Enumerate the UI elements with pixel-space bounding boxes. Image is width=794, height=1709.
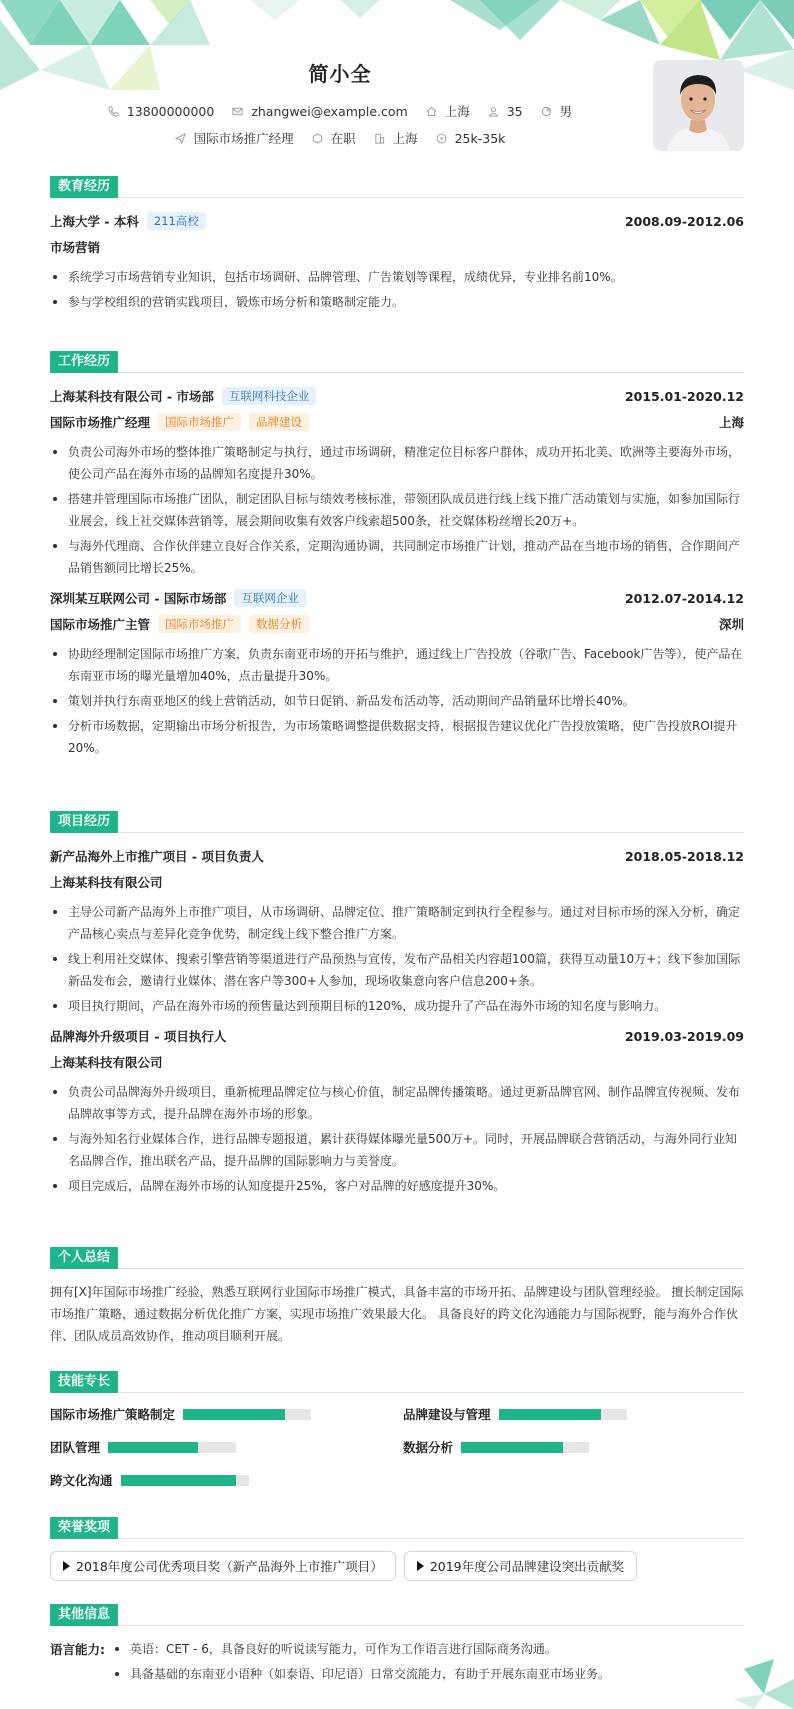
award-label: 2018年度公司优秀项目奖（新产品海外上市推广项目） <box>76 1559 383 1574</box>
projects-title: 项目经历 <box>50 811 118 833</box>
send-icon <box>175 133 186 144</box>
skill-item <box>50 1405 311 1423</box>
award-item <box>404 1551 637 1581</box>
job-company-row <box>50 585 744 611</box>
resume-header <box>0 0 794 160</box>
work-city-info <box>374 129 418 147</box>
position-info <box>175 129 294 147</box>
age: 35 <box>506 103 523 119</box>
list-item: 协助经理制定国际市场推广方案，负责东南亚市场的开拓与维护，通过线上广告投放（谷歌广告、Facebook广告等），使产品在东南亚市场的曝光量增加40%，点击量提升30%。 <box>50 643 744 687</box>
industry-tag: 互联网科技企业 <box>222 387 317 405</box>
skill-name: 数据分析 <box>403 1440 454 1455</box>
honors-header <box>50 1517 744 1539</box>
play-icon <box>417 1561 424 1571</box>
skills-title: 技能专长 <box>50 1371 118 1393</box>
status-icon <box>312 133 323 144</box>
language-label: 语言能力: <box>50 1642 105 1657</box>
list-item: 分析市场数据，定期输出市场分析报告，为市场策略调整提供数据支持，根据报告建议优化广告投放策略，使广告投放ROI提升20%。 <box>50 715 744 759</box>
education-section <box>50 176 744 316</box>
projects-header <box>50 811 744 833</box>
job-city: 上海 <box>718 415 744 430</box>
skill-name: 跨文化沟通 <box>50 1473 113 1488</box>
work-section <box>50 351 744 762</box>
project-bullets <box>50 901 744 1017</box>
city: 上海 <box>444 104 470 119</box>
list-item: 英语：CET - 6，具备良好的听说读写能力，可作为工作语言进行国际商务沟通。 <box>112 1638 744 1660</box>
list-item: 负责公司品牌海外升级项目，重新梳理品牌定位与核心价值，制定品牌传播策略。通过更新品牌官网、制作品牌宣传视频、发布品牌故事等方式，提升品牌在海外市场的形象。 <box>50 1081 744 1125</box>
status-info <box>312 129 356 147</box>
summary-header <box>50 1247 744 1269</box>
skill-tag: 国际市场推广 <box>158 615 241 633</box>
project-company-row <box>50 869 744 895</box>
job-period: 2015.01-2020.12 <box>624 388 744 404</box>
gender-icon <box>541 106 552 117</box>
skills-grid <box>50 1401 744 1497</box>
mail-icon <box>232 106 243 117</box>
education-major-row <box>50 234 744 260</box>
company-name: 上海某科技有限公司 - 市场部 <box>50 389 214 404</box>
skill-bar <box>499 1409 627 1420</box>
user-icon <box>488 106 499 117</box>
project-company: 上海某科技有限公司 <box>50 1055 163 1070</box>
project-name-row <box>50 1023 744 1049</box>
school-name: 上海大学 - 本科 <box>50 214 139 229</box>
home-icon <box>426 106 437 117</box>
other-header <box>50 1604 744 1626</box>
award-item <box>50 1551 396 1581</box>
industry-tag: 互联网企业 <box>234 589 306 607</box>
skills-section <box>50 1371 744 1497</box>
job-company-row <box>50 383 744 409</box>
education-header <box>50 176 744 198</box>
skill-item <box>403 1405 627 1423</box>
other-title: 其他信息 <box>50 1604 118 1626</box>
project-company-row <box>50 1049 744 1075</box>
age-info <box>488 104 523 119</box>
skill-bar <box>121 1475 249 1486</box>
job-status: 在职 <box>330 131 356 146</box>
skill-bar-fill <box>499 1409 601 1420</box>
work-city: 上海 <box>392 131 418 146</box>
project-name: 品牌海外升级项目 - 项目执行人 <box>50 1029 227 1044</box>
building-icon <box>374 133 385 144</box>
job-role-row <box>50 409 744 435</box>
list-item: 负责公司海外市场的整体推广策略制定与执行，通过市场调研，精准定位目标客户群体，成功开拓北美、欧洲等主要海外市场，使公司产品在海外市场的品牌知名度提升30%。 <box>50 441 744 485</box>
gender: 男 <box>559 104 573 119</box>
skill-name: 国际市场推广策略制定 <box>50 1407 176 1422</box>
phone-info <box>108 104 214 119</box>
email-info <box>232 104 407 119</box>
list-item: 主导公司新产品海外上市推广项目，从市场调研、品牌定位、推广策略制定到执行全程参与。通过对目标市场的深入分析，确定产品核心卖点与差异化竞争优势，制定线上线下整合推广方案。 <box>50 901 744 945</box>
other-info-grid <box>50 1638 744 1688</box>
skill-bar <box>183 1409 311 1420</box>
target-position: 国际市场推广经理 <box>193 131 294 146</box>
job-city: 深圳 <box>718 617 744 632</box>
job-period: 2012.07-2014.12 <box>624 590 744 606</box>
skill-name: 团队管理 <box>50 1440 101 1455</box>
skill-item <box>50 1471 249 1489</box>
skills-header <box>50 1371 744 1393</box>
play-icon <box>63 1561 70 1571</box>
skill-bar-fill <box>461 1442 563 1453</box>
list-item: 策划并执行东南亚地区的线上营销活动，如节日促销、新品发布活动等，活动期间产品销量环比增长40%。 <box>50 690 744 712</box>
phone-number: 13800000000 <box>126 103 215 119</box>
skill-bar-fill <box>183 1409 285 1420</box>
project-period: 2019.03-2019.09 <box>624 1028 744 1044</box>
list-item: 项目完成后，品牌在海外市场的认知度提升25%，客户对品牌的好感度提升30%。 <box>50 1175 744 1197</box>
work-header <box>50 351 744 373</box>
profile-photo <box>653 60 744 151</box>
skill-item <box>403 1438 589 1456</box>
job-role: 国际市场推广经理 <box>50 415 151 430</box>
skill-tag: 国际市场推广 <box>158 413 241 431</box>
education-title: 教育经历 <box>50 176 118 198</box>
skill-tag: 品牌建设 <box>249 413 309 431</box>
summary-title: 个人总结 <box>50 1247 118 1269</box>
phone-icon <box>108 106 119 117</box>
project-name-row <box>50 843 744 869</box>
job-role-row <box>50 611 744 637</box>
contact-row <box>0 102 680 120</box>
list-item: 线上利用社交媒体、搜索引擎营销等渠道进行产品预热与宣传，发布产品相关内容超100篇，获得互动量10万+；线下参加国际新品发布会，邀请行业媒体、潜在客户等300+人参加，现场收集意向客户信息200+条。 <box>50 948 744 992</box>
other-section <box>50 1604 744 1688</box>
skill-bar-fill <box>121 1475 236 1486</box>
honors-section <box>50 1517 744 1581</box>
city-info <box>426 102 470 120</box>
school-tag: 211高校 <box>147 212 206 230</box>
language-list <box>112 1638 744 1688</box>
awards-list <box>50 1551 744 1581</box>
list-item: 参与学校组织的营销实践项目，锻炼市场分析和策略制定能力。 <box>50 291 744 313</box>
list-item: 系统学习市场营销专业知识，包括市场调研、品牌管理、广告策划等课程，成绩优异，专业排名前10%。 <box>50 266 744 288</box>
list-item: 与海外知名行业媒体合作，进行品牌专题报道，累计获得媒体曝光量500万+。同时，开展品牌联合营销活动，与海外同行业知名品牌合作，推出联名产品，提升品牌的国际影响力与美誉度。 <box>50 1128 744 1172</box>
job-role: 国际市场推广主管 <box>50 617 151 632</box>
salary: 25k-35k <box>454 130 506 146</box>
skill-item <box>50 1438 236 1456</box>
award-label: 2019年度公司品牌建设突出贡献奖 <box>429 1559 625 1574</box>
work-title: 工作经历 <box>50 351 118 373</box>
list-item: 具备基础的东南亚小语种（如泰语、印尼语）日常交流能力，有助于开展东南亚市场业务。 <box>112 1663 744 1685</box>
project-company: 上海某科技有限公司 <box>50 875 163 890</box>
list-item: 项目执行期间，产品在海外市场的预售量达到预期目标的120%，成功提升了产品在海外市场的知名度与影响力。 <box>50 995 744 1017</box>
skill-name: 品牌建设与管理 <box>403 1407 491 1422</box>
job-intent-row <box>0 129 680 147</box>
honors-title: 荣誉奖项 <box>50 1517 118 1539</box>
project-period: 2018.05-2018.12 <box>624 848 744 864</box>
education-school-row <box>50 208 744 234</box>
gender-info <box>541 102 573 120</box>
list-item: 搭建并管理国际市场推广团队，制定团队目标与绩效考核标准，带领团队成员进行线上线下推广活动策划与实施，如参加国际行业展会，线上社交媒体营销等，展会期间收集有效客户线索超500条，社交媒体粉丝增长20万+。 <box>50 488 744 532</box>
project-bullets <box>50 1081 744 1197</box>
major: 市场营销 <box>50 240 101 255</box>
company-name: 深圳某互联网公司 - 国际市场部 <box>50 591 227 606</box>
projects-section <box>50 811 744 1200</box>
salary-info <box>436 131 506 146</box>
education-period: 2008.09-2012.06 <box>624 213 744 229</box>
summary-section <box>50 1247 744 1347</box>
list-item: 与海外代理商、合作伙伴建立良好合作关系，定期沟通协调，共同制定市场推广计划，推动产品在当地市场的销售，合作期间产品销售额同比增长25%。 <box>50 535 744 579</box>
education-bullets <box>50 266 744 313</box>
job-bullets <box>50 441 744 579</box>
job-bullets <box>50 643 744 759</box>
skill-tag: 数据分析 <box>249 615 309 633</box>
skill-bar <box>108 1442 236 1453</box>
candidate-name: 简小全 <box>308 62 372 86</box>
email-address: zhangwei@example.com <box>251 103 408 119</box>
money-icon <box>436 133 447 144</box>
project-name: 新产品海外上市推广项目 - 项目负责人 <box>50 849 264 864</box>
skill-bar <box>461 1442 589 1453</box>
summary-text: 拥有[X]年国际市场推广经验，熟悉互联网行业国际市场推广模式，具备丰富的市场开拓、品牌建设与团队管理经验。 擅长制定国际市场推广策略，通过数据分析优化推广方案，实现市场推广效果最大化。 具备良好的跨文化沟通能力与国际视野，能与海外合作伙伴、团队成员高效协作，推动项目顺利开展。 <box>50 1285 744 1343</box>
skill-bar-fill <box>108 1442 198 1453</box>
